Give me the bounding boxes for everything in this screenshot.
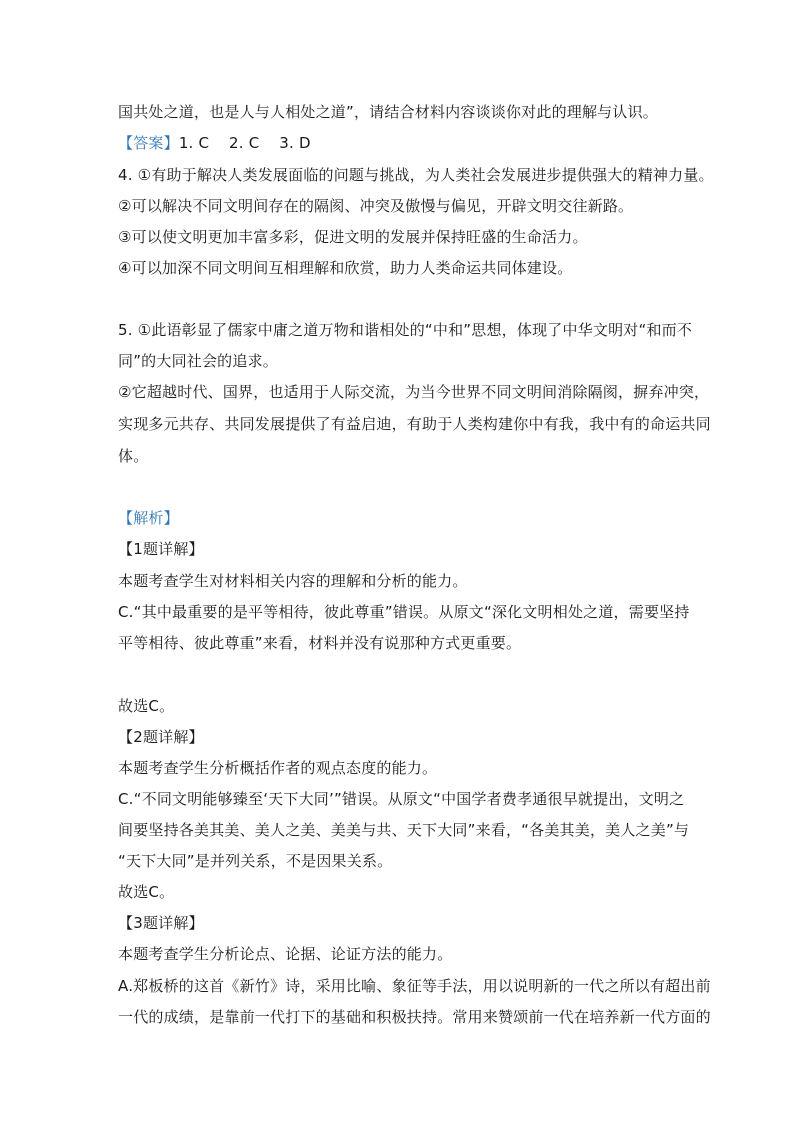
paragraph-line: 一代的成绩，是靠前一代打下的基础和积极扶持。常用来赞颂前一代在培养新一代方面的 — [118, 1008, 711, 1026]
section-heading: 【2题详解】 — [118, 728, 204, 746]
paragraph-line: 4. ①有助于解决人类发展面临的问题与挑战，为人类社会发展进步提供强大的精神力量。 — [118, 166, 714, 184]
paragraph-line: 故选C。 — [118, 697, 175, 715]
paragraph-line: 实现多元共存、共同发展提供了有益启迪，有助于人类构建你中有我，我中有的命运共同 — [118, 415, 711, 433]
paragraph-line: 间要坚持各美其美、美人之美、美美与共、天下大同”来看，“各美其美，美人之美”与 — [118, 821, 690, 839]
paragraph-line: 本题考查学生分析论点、论据、论证方法的能力。 — [118, 945, 453, 963]
paragraph-line: 国共处之道，也是人与人相处之道”，请结合材料内容谈谈你对此的理解与认识。 — [118, 103, 658, 121]
answer-label: 【答案】 — [118, 134, 179, 152]
paragraph-line: 体。 — [118, 447, 149, 465]
section-heading: 【1题详解】 — [118, 540, 204, 558]
paragraph-line: C.“其中最重要的是平等相待，彼此尊重”错误。从原文“深化文明相处之道，需要坚持 — [118, 603, 690, 621]
paragraph-line: “天下大同”是并列关系，不是因果关系。 — [118, 852, 393, 870]
paragraph-line: 故选C。 — [118, 883, 175, 901]
paragraph-line: C.“不同文明能够臻至‘天下大同’”错误。从原文“中国学者费孝通很早就提出，文明之 — [118, 790, 685, 808]
answer-line — [118, 133, 311, 153]
paragraph-line: 平等相待、彼此尊重”来看，材料并没有说那种方式更重要。 — [118, 634, 522, 652]
analysis-label: 【解析】 — [118, 509, 179, 527]
paragraph-line: ②可以解决不同文明间存在的隔阂、冲突及傲慢与偏见，开辟文明交往新路。 — [118, 197, 634, 215]
section-heading: 【3题详解】 — [118, 914, 204, 932]
paragraph-line: ②它超越时代、国界，也适用于人际交流，为当今世界不同文明间消除隔阂，摒弃冲突， — [118, 383, 710, 401]
paragraph-line: A.郑板桥的这首《新竹》诗，采用比喻、象征等手法，用以说明新的一代之所以有超出前 — [118, 977, 711, 995]
paragraph-line: 5. ①此语彰显了儒家中庸之道万物和谐相处的“中和”思想，体现了中华文明对“和而不 — [118, 321, 693, 339]
answer-text: 1. C 2. C 3. D — [178, 134, 311, 152]
paragraph-line: ④可以加深不同文明间互相理解和欣赏，助力人类命运共同体建设。 — [118, 259, 573, 277]
paragraph-line: 本题考查学生对材料相关内容的理解和分析的能力。 — [118, 572, 468, 590]
paragraph-line: ③可以使文明更加丰富多彩，促进文明的发展并保持旺盛的生命活力。 — [118, 228, 588, 246]
paragraph-line: 本题考查学生分析概括作者的观点态度的能力。 — [118, 759, 438, 777]
paragraph-line: 同”的大同社会的追求。 — [118, 352, 278, 370]
